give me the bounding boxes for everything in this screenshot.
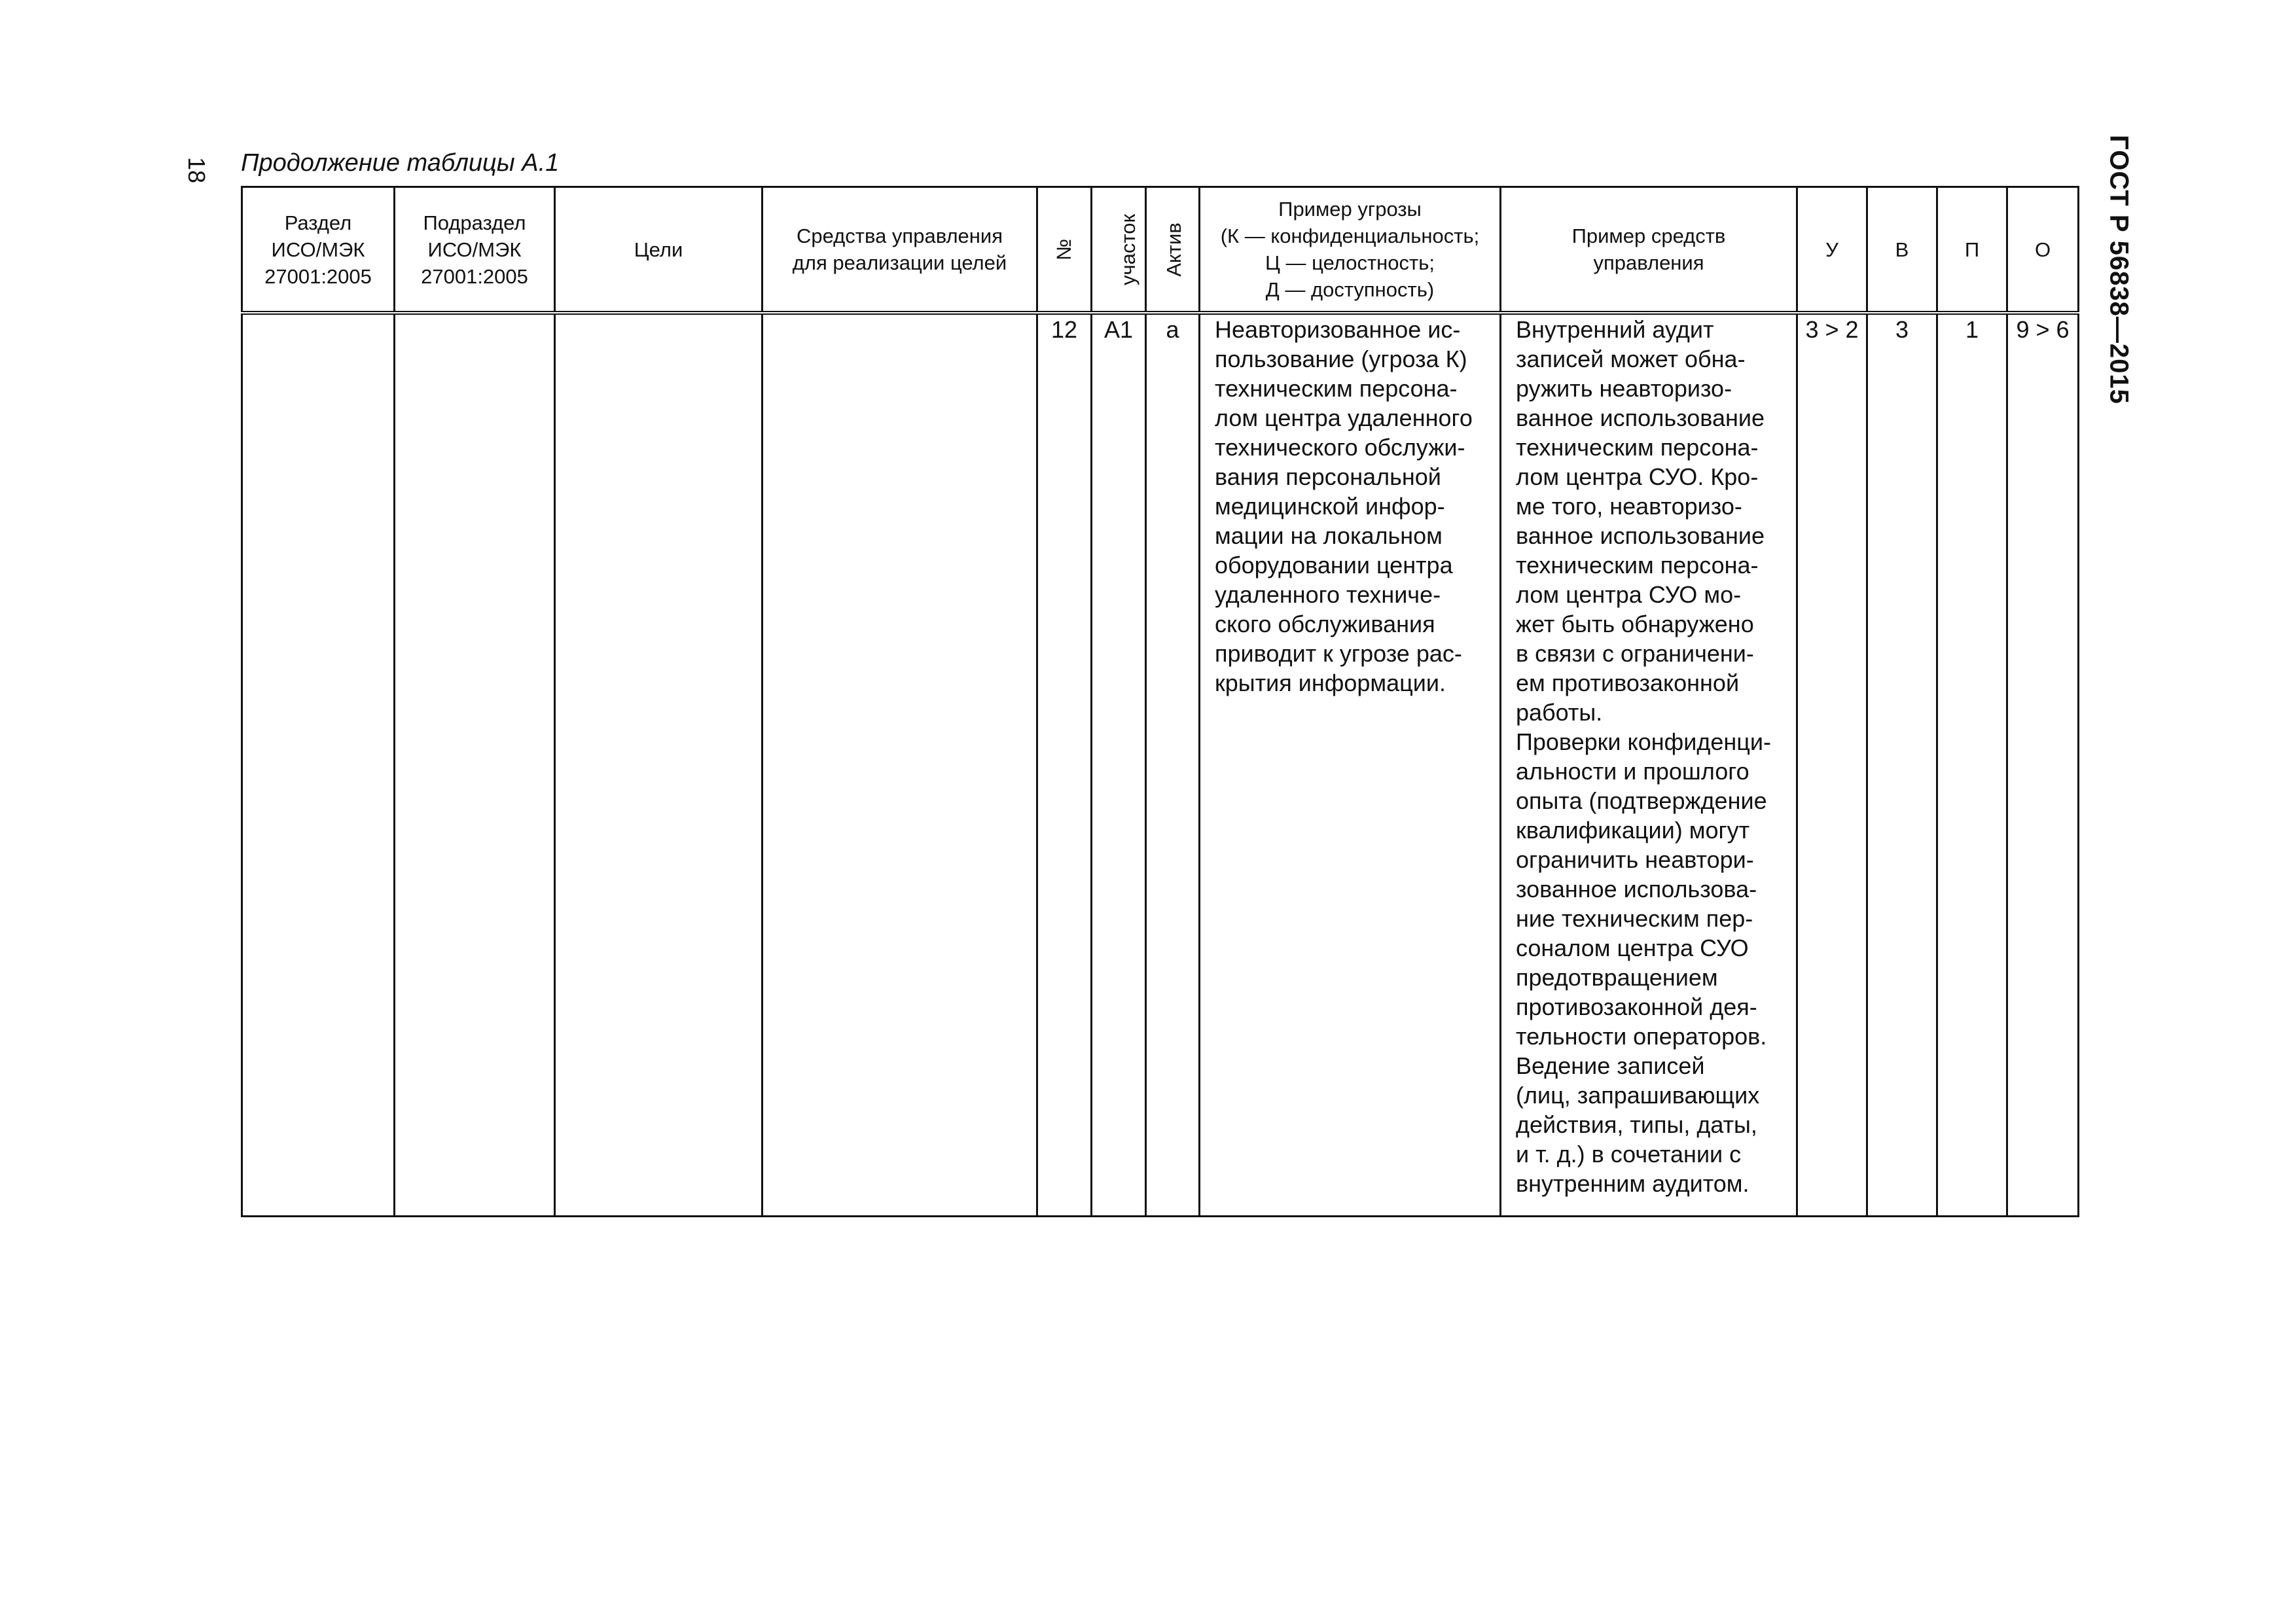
- cell-goals: [555, 313, 762, 1217]
- cell-number: 12: [1037, 313, 1092, 1217]
- document-code: ГОСТ Р 56838—2015: [2104, 135, 2134, 404]
- cell-v: 3: [1867, 313, 1937, 1217]
- cell-threat: [1200, 313, 1501, 1217]
- control-line: предотвращением: [1516, 964, 1718, 991]
- threat-line: приводит к угрозе рас-: [1215, 640, 1462, 667]
- header-asset-text: Актив: [1162, 222, 1185, 277]
- threat-line: ского обслуживания: [1215, 611, 1435, 637]
- table-row: [242, 313, 2079, 1217]
- threat-line: медицинской инфор-: [1215, 493, 1445, 520]
- header-subsection-line: Подраздел: [423, 211, 526, 234]
- header-asset: [1146, 187, 1200, 313]
- control-line: ванное использование: [1516, 404, 1765, 431]
- threat-line: крытия информации.: [1215, 669, 1446, 696]
- control-line: ванное использование: [1516, 522, 1765, 549]
- header-goals: Цели: [555, 187, 762, 313]
- cell-controls: [762, 313, 1037, 1217]
- header-subsection-line: 27001:2005: [421, 264, 528, 288]
- cell-asset: а: [1146, 313, 1200, 1217]
- control-line: тельности операторов.: [1516, 1023, 1767, 1050]
- threat-line: техническим персона-: [1215, 375, 1458, 402]
- threat-line: пользование (угроза К): [1215, 346, 1467, 372]
- control-line: квалификации) могут: [1516, 817, 1750, 844]
- threat-line: мации на локальном: [1215, 522, 1443, 549]
- header-threat-line: Ц — целостность;: [1265, 251, 1435, 274]
- header-section: [242, 187, 395, 313]
- cell-subsection: [395, 313, 555, 1217]
- cell-o: 9 > 6: [2007, 313, 2079, 1217]
- header-control-example-line: управления: [1593, 251, 1704, 274]
- threat-line: технического обслужи-: [1215, 434, 1465, 461]
- control-line: техническим персона-: [1516, 434, 1759, 461]
- header-section-line: Раздел: [284, 211, 352, 234]
- control-line: лом центра СУО. Кро-: [1516, 463, 1759, 490]
- control-line: техническим персона-: [1516, 552, 1759, 579]
- control-line: зованное использова-: [1516, 876, 1757, 902]
- header-v: В: [1867, 187, 1937, 313]
- control-line: ме того, неавторизо-: [1516, 493, 1742, 520]
- control-line: Внутренний аудит: [1516, 316, 1714, 343]
- header-o: О: [2007, 187, 2079, 313]
- page-number: 18: [183, 156, 210, 184]
- control-line: жет быть обнаружено: [1516, 611, 1754, 637]
- cell-p: 1: [1937, 313, 2007, 1217]
- cell-u: 3 > 2: [1797, 313, 1867, 1217]
- header-controls-line: Средства управления: [796, 224, 1003, 247]
- control-line: противозаконной дея-: [1516, 993, 1757, 1020]
- control-line: альности и прошлого: [1516, 758, 1749, 785]
- table-caption: Продолжение таблицы А.1: [241, 149, 560, 177]
- header-number-text: №: [1052, 238, 1076, 260]
- header-control-example-line: Пример средств: [1571, 224, 1726, 247]
- header-control-example: [1501, 187, 1797, 313]
- table-header-row: [242, 187, 2079, 313]
- control-line: действия, типы, даты,: [1516, 1111, 1757, 1138]
- cell-section: [242, 313, 395, 1217]
- header-section-line: 27001:2005: [264, 264, 372, 288]
- header-subsection-line: ИСО/МЭК: [427, 238, 522, 261]
- control-line: ем противозаконной: [1516, 669, 1740, 696]
- threat-line: удаленного техниче-: [1215, 581, 1441, 608]
- threat-line: оборудовании центра: [1215, 552, 1453, 579]
- control-line: и т. д.) в сочетании с: [1516, 1141, 1742, 1168]
- header-threat-line: (К — конфиденциальность;: [1220, 224, 1480, 247]
- header-number: [1037, 187, 1092, 313]
- control-line: лом центра СУО мо-: [1516, 581, 1742, 608]
- control-line: Проверки конфиденци-: [1516, 728, 1771, 755]
- control-line: внутренним аудитом.: [1516, 1170, 1749, 1197]
- header-subsection: [395, 187, 555, 313]
- header-u: У: [1797, 187, 1867, 313]
- control-line: ружить неавторизо-: [1516, 375, 1732, 402]
- control-line: Ведение записей: [1516, 1052, 1705, 1079]
- header-p: П: [1937, 187, 2007, 313]
- control-line: опыта (подтверждение: [1516, 787, 1767, 814]
- header-section-line: ИСО/МЭК: [271, 238, 365, 261]
- control-line: (лиц, запрашивающих: [1516, 1082, 1760, 1109]
- header-threat-line: Пример угрозы: [1278, 198, 1422, 221]
- threat-line: Неавторизованное ис-: [1215, 316, 1461, 343]
- threat-line: вания персональной: [1215, 463, 1441, 490]
- header-controls-line: для реализации целей: [792, 251, 1007, 274]
- header-threat-line: Д — доступность): [1265, 278, 1435, 301]
- threat-line: лом центра удаленного: [1215, 404, 1473, 431]
- control-line: соналом центра СУО: [1516, 935, 1749, 961]
- header-threat: [1200, 187, 1501, 313]
- control-line: в связи с ограничени-: [1516, 640, 1754, 667]
- control-line: ние техническим пер-: [1516, 905, 1753, 932]
- threat-table: [241, 186, 2079, 1217]
- control-line: работы.: [1516, 699, 1603, 726]
- cell-control-example: [1501, 313, 1797, 1217]
- header-site: [1092, 187, 1146, 313]
- control-line: ограничить неавтори-: [1516, 846, 1754, 873]
- header-site-text: участок: [1117, 213, 1140, 285]
- cell-site: А1: [1092, 313, 1146, 1217]
- control-line: записей может обна-: [1516, 346, 1746, 372]
- header-controls: [762, 187, 1037, 313]
